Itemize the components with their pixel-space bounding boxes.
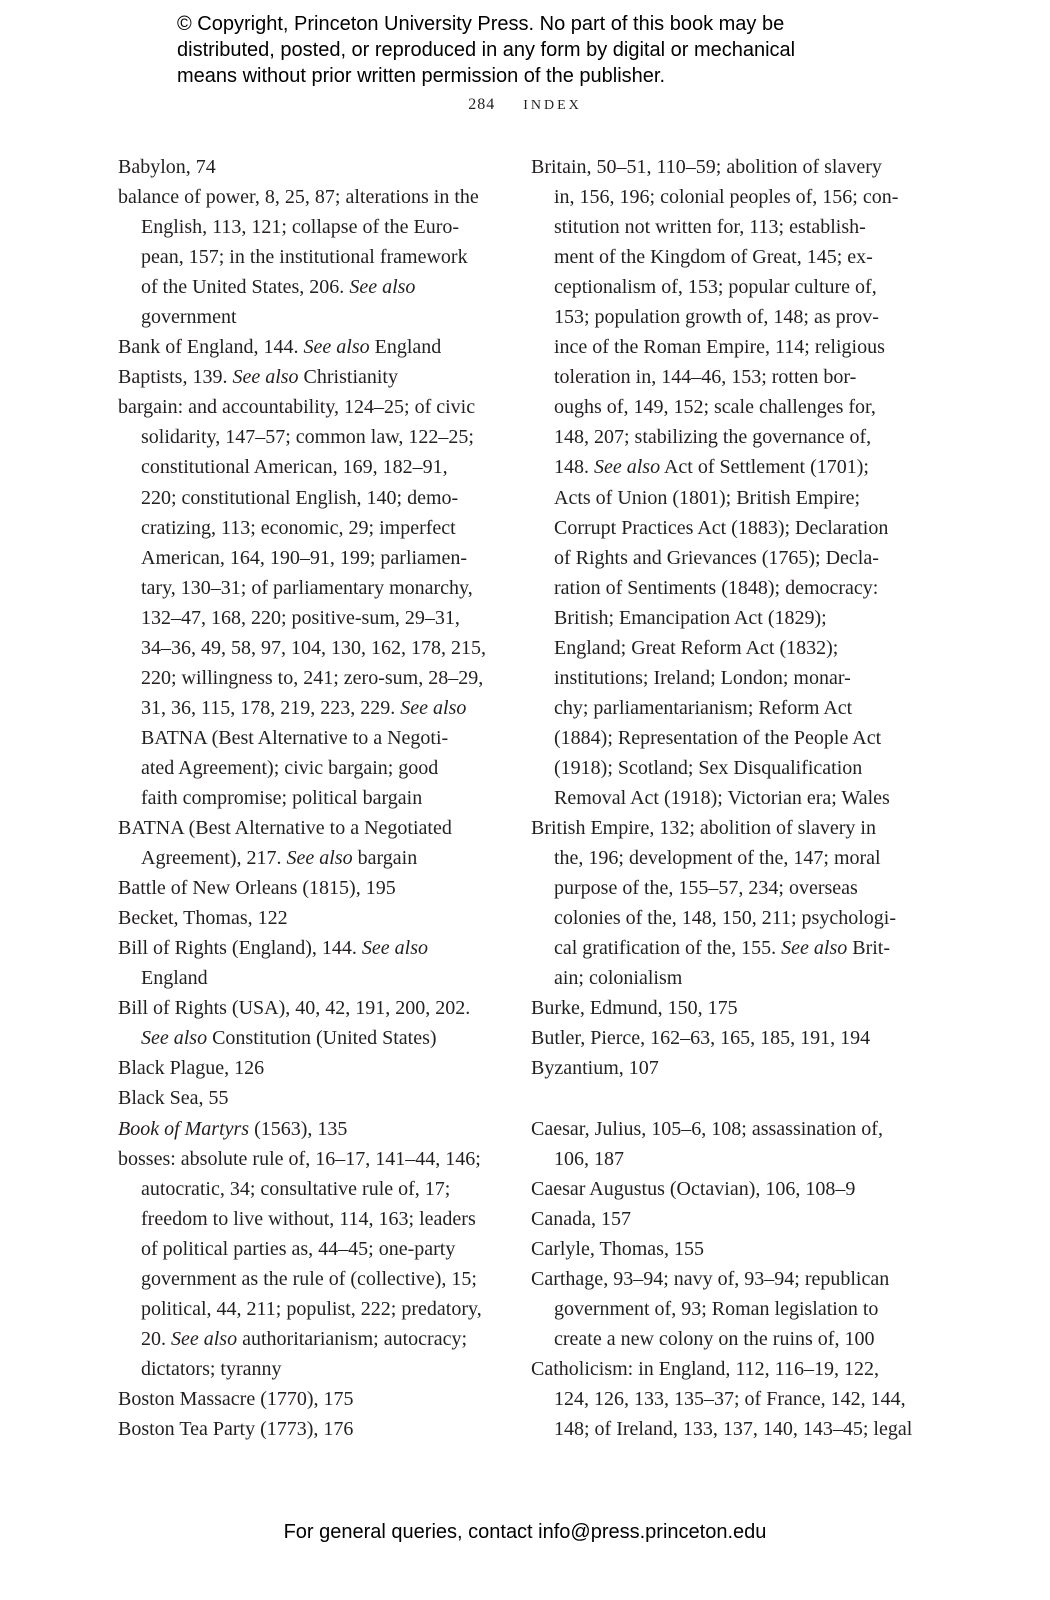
entry-text: toleration in, 144–46, 153; rotten bor-	[554, 366, 857, 389]
entry-text: 148, 207; stabilizing the governance of,	[554, 426, 872, 449]
entry-continuation-line	[531, 1324, 912, 1354]
entry-heading-line	[118, 362, 486, 392]
entry-continuation-line	[118, 1294, 486, 1324]
entry-continuation-line	[531, 543, 912, 573]
entry-text: Agreement), 217.	[141, 847, 287, 870]
entry-text: bosses: absolute rule of, 16–17, 141–44, 146;	[118, 1147, 481, 1170]
index-entry	[531, 993, 912, 1023]
entry-continuation-line	[118, 422, 486, 452]
footer-contact: For general queries, contact info@press.princeton.edu	[283, 1521, 767, 1543]
entry-text: purpose of the, 155–57, 234; overseas	[554, 877, 858, 900]
entry-text: 153; population growth of, 148; as prov-	[554, 306, 879, 329]
index-entry	[531, 1114, 912, 1174]
entry-continuation-line	[118, 723, 486, 753]
entry-text: Corrupt Practices Act (1883); Declaration	[554, 516, 889, 539]
copyright-line: distributed, posted, or reproduced in any form by digital or mechanical	[177, 39, 796, 61]
entry-heading-line	[531, 1023, 912, 1053]
entry-text: (1563), 135	[249, 1117, 348, 1140]
entry-heading-line	[531, 813, 912, 843]
entry-heading-line	[118, 873, 486, 903]
entry-text: Boston Tea Party (1773), 176	[118, 1417, 354, 1440]
entry-heading-line	[118, 1144, 486, 1174]
page-number: 284	[468, 96, 496, 113]
entry-continuation-line	[531, 963, 912, 993]
copyright-notice	[177, 11, 795, 89]
entry-continuation-line	[531, 753, 912, 783]
entry-text: bargain: and accountability, 124–25; of civic	[118, 396, 476, 419]
entry-continuation-line	[118, 963, 486, 993]
entry-continuation-line	[531, 422, 912, 452]
entry-text: Black Plague, 126	[118, 1057, 265, 1080]
entry-heading-line	[531, 1174, 912, 1204]
entry-text: 148.	[554, 456, 594, 479]
entry-continuation-line	[531, 603, 912, 633]
entry-text: Act of Settlement (1701);	[660, 456, 869, 479]
entry-text: government of, 93; Roman legislation to	[554, 1297, 879, 1320]
entry-continuation-line	[531, 903, 912, 933]
entry-continuation-line	[531, 573, 912, 603]
entry-text: American, 164, 190–91, 199; parliamen-	[141, 546, 468, 569]
entry-text: freedom to live without, 114, 163; leaders	[141, 1207, 476, 1230]
entry-text: stitution not written for, 113; establish-	[554, 216, 866, 239]
entry-heading-line	[531, 1354, 912, 1384]
entry-text: BATNA (Best Alternative to a Negoti-	[141, 726, 449, 749]
entry-text: cratizing, 113; economic, 29; imperfect	[141, 516, 456, 539]
entry-text: England	[141, 967, 208, 990]
index-entry	[531, 1264, 912, 1354]
entry-text: (1884); Representation of the People Act	[554, 726, 882, 749]
entry-heading-line	[118, 1384, 486, 1414]
entry-text: Butler, Pierce, 162–63, 165, 185, 191, 194	[531, 1027, 871, 1050]
entry-heading-line	[118, 813, 486, 843]
italic-text: See also	[781, 937, 848, 960]
entry-continuation-line	[118, 1023, 486, 1053]
entry-continuation-line	[531, 302, 912, 332]
italic-text: See also	[171, 1327, 238, 1350]
entry-continuation-line	[118, 633, 486, 663]
entry-heading-line	[118, 182, 486, 212]
entry-text: 124, 126, 133, 135–37; of France, 142, 144,	[554, 1387, 906, 1410]
entry-text: solidarity, 147–57; common law, 122–25;	[141, 426, 474, 449]
index-entry	[118, 1414, 486, 1444]
entry-text: Baptists, 139.	[118, 366, 233, 389]
entry-continuation-line	[118, 272, 486, 302]
italic-text: See also	[400, 696, 467, 719]
entry-text: tary, 130–31; of parliamentary monarchy,	[141, 576, 473, 599]
entry-heading-line	[118, 903, 486, 933]
entry-continuation-line	[118, 573, 486, 603]
entry-continuation-line	[118, 1234, 486, 1264]
entry-text: 34–36, 49, 58, 97, 104, 130, 162, 178, 215,	[141, 636, 486, 659]
entry-continuation-line	[118, 783, 486, 813]
entry-text: Bill of Rights (England), 144.	[118, 937, 362, 960]
entry-text: chy; parliamentarianism; Reform Act	[554, 696, 853, 719]
index-entry	[531, 1053, 912, 1083]
entry-continuation-line	[118, 1354, 486, 1384]
entry-text: Carthage, 93–94; navy of, 93–94; republican	[531, 1267, 890, 1290]
entry-continuation-line	[118, 483, 486, 513]
entry-continuation-line	[531, 272, 912, 302]
entry-heading-line	[531, 993, 912, 1023]
italic-text: See also	[286, 847, 353, 870]
entry-text: autocratic, 34; consultative rule of, 17;	[141, 1177, 451, 1200]
entry-text: 132–47, 168, 220; positive-sum, 29–31,	[141, 606, 460, 629]
entry-text: 106, 187	[554, 1147, 624, 1170]
entry-text: Battle of New Orleans (1815), 195	[118, 877, 396, 900]
entry-text: Caesar, Julius, 105–6, 108; assassination of,	[531, 1117, 883, 1140]
entry-continuation-line	[531, 783, 912, 813]
entry-text: ince of the Roman Empire, 114; religious	[554, 336, 885, 359]
index-entry	[118, 1114, 486, 1144]
entry-text: 31, 36, 115, 178, 219, 223, 229.	[141, 696, 401, 719]
entry-heading-line	[531, 152, 912, 182]
index-entry	[118, 392, 486, 813]
entry-continuation-line	[118, 843, 486, 873]
entry-text: English, 113, 121; collapse of the Euro-	[141, 216, 460, 239]
entry-continuation-line	[118, 603, 486, 633]
entry-text: create a new colony on the ruins of, 100	[554, 1327, 875, 1350]
entry-text: balance of power, 8, 25, 87; alterations in the	[118, 186, 479, 209]
italic-text: See also	[349, 276, 416, 299]
entry-text: ated Agreement); civic bargain; good	[141, 756, 439, 779]
entry-text: Caesar Augustus (Octavian), 106, 108–9	[531, 1177, 856, 1200]
entry-text: Acts of Union (1801); British Empire;	[554, 486, 861, 509]
entry-text: ment of the Kingdom of Great, 145; ex-	[554, 246, 873, 269]
index-entry	[118, 1083, 486, 1113]
entry-continuation-line	[118, 302, 486, 332]
entry-text: England	[369, 336, 442, 359]
entry-heading-line	[118, 392, 486, 422]
index-entry	[118, 873, 486, 903]
entry-text: Brit-	[847, 937, 891, 960]
entry-text: of political parties as, 44–45; one-party	[141, 1237, 456, 1260]
entry-continuation-line	[531, 452, 912, 482]
entry-continuation-line	[531, 332, 912, 362]
italic-text: See also	[141, 1027, 208, 1050]
entry-text: oughs of, 149, 152; scale challenges for,	[554, 396, 876, 419]
entry-continuation-line	[531, 1384, 912, 1414]
index-entry	[531, 813, 912, 993]
italic-text: See also	[361, 937, 428, 960]
entry-text: (1918); Scotland; Sex Disqualification	[554, 756, 863, 779]
section-gap	[531, 1083, 912, 1113]
entry-text: faith compromise; political bargain	[141, 786, 423, 809]
entry-continuation-line	[118, 1324, 486, 1354]
entry-text: 220; willingness to, 241; zero-sum, 28–29,	[141, 666, 484, 689]
entry-text: Britain, 50–51, 110–59; abolition of slavery	[531, 156, 882, 178]
entry-continuation-line	[531, 843, 912, 873]
index-entry	[118, 362, 486, 392]
entry-text: Bill of Rights (USA), 40, 42, 191, 200, 202.	[118, 997, 471, 1020]
entry-continuation-line	[531, 1144, 912, 1174]
entry-text: Boston Massacre (1770), 175	[118, 1387, 354, 1410]
index-entry	[118, 813, 486, 873]
entry-heading-line	[118, 933, 486, 963]
entry-text: constitutional American, 169, 182–91,	[141, 456, 448, 479]
entry-text: Burke, Edmund, 150, 175	[531, 997, 738, 1020]
entry-continuation-line	[531, 873, 912, 903]
entry-heading-line	[118, 1414, 486, 1444]
index-entry	[531, 1174, 912, 1204]
entry-text: 220; constitutional English, 140; demo-	[141, 486, 459, 509]
entry-continuation-line	[531, 633, 912, 663]
entry-continuation-line	[531, 1294, 912, 1324]
entry-text: Byzantium, 107	[531, 1057, 659, 1080]
index-entry	[531, 1354, 912, 1444]
entry-continuation-line	[118, 1174, 486, 1204]
entry-text: Constitution (United States)	[207, 1027, 437, 1050]
entry-heading-line	[531, 1204, 912, 1234]
index-entry	[118, 1144, 486, 1384]
entry-text: government	[141, 306, 237, 329]
index-column-right	[531, 152, 912, 1444]
entry-text: of Rights and Grievances (1765); Decla-	[554, 546, 879, 569]
entry-text: cal gratification of the, 155.	[554, 937, 782, 960]
entry-heading-line	[531, 1114, 912, 1144]
entry-heading-line	[531, 1234, 912, 1264]
italic-text: See also	[303, 336, 370, 359]
entry-continuation-line	[531, 483, 912, 513]
entry-continuation-line	[531, 693, 912, 723]
index-column-left	[118, 152, 486, 1444]
italic-text: Book of Martyrs	[118, 1117, 250, 1140]
entry-text: British; Emancipation Act (1829);	[554, 606, 827, 629]
entry-text: Babylon, 74	[118, 156, 216, 178]
entry-text: Carlyle, Thomas, 155	[531, 1237, 704, 1260]
index-entry	[531, 1023, 912, 1053]
index-entry	[531, 1234, 912, 1264]
entry-heading-line	[118, 1053, 486, 1083]
entry-text: in, 156, 196; colonial peoples of, 156; con-	[554, 186, 899, 209]
entry-text: the, 196; development of the, 147; moral	[554, 847, 881, 870]
index-entry	[118, 1384, 486, 1414]
entry-text: Removal Act (1918); Victorian era; Wales	[554, 786, 890, 809]
entry-text: 20.	[141, 1327, 171, 1350]
entry-heading-line	[118, 1114, 486, 1144]
entry-text: colonies of the, 148, 150, 211; psychologi-	[554, 907, 896, 930]
entry-text: ration of Sentiments (1848); democracy:	[554, 576, 879, 599]
entry-text: authoritarianism; autocracy;	[237, 1327, 468, 1350]
entry-heading-line	[118, 332, 486, 362]
index-entry	[118, 332, 486, 362]
index-entry	[118, 1053, 486, 1083]
entry-continuation-line	[118, 1264, 486, 1294]
index-entry	[118, 152, 486, 182]
copyright-line: © Copyright, Princeton University Press. No part of this book may be	[177, 13, 785, 35]
running-head	[0, 96, 1050, 114]
entry-heading-line	[531, 1264, 912, 1294]
entry-continuation-line	[531, 513, 912, 543]
entry-text: Bank of England, 144.	[118, 336, 304, 359]
copyright-line: means without prior written permission of the publisher.	[177, 65, 666, 87]
running-title: INDEX	[523, 98, 582, 113]
entry-continuation-line	[118, 753, 486, 783]
entry-text: institutions; Ireland; London; monar-	[554, 666, 851, 689]
entry-continuation-line	[118, 663, 486, 693]
entry-heading-line	[531, 1053, 912, 1083]
entry-continuation-line	[118, 212, 486, 242]
entry-text: ceptionalism of, 153; popular culture of,	[554, 276, 877, 299]
entry-continuation-line	[531, 663, 912, 693]
entry-text: Canada, 157	[531, 1207, 631, 1230]
entry-text: England; Great Reform Act (1832);	[554, 636, 839, 659]
entry-text: Christianity	[298, 366, 398, 389]
index-entry	[118, 182, 486, 332]
italic-text: See also	[594, 456, 661, 479]
entry-continuation-line	[531, 242, 912, 272]
entry-continuation-line	[531, 212, 912, 242]
entry-text: 148; of Ireland, 133, 137, 140, 143–45; legal	[554, 1417, 913, 1440]
entry-text: BATNA (Best Alternative to a Negotiated	[118, 817, 452, 840]
index-entry	[118, 993, 486, 1053]
entry-text: political, 44, 211; populist, 222; predatory,	[141, 1297, 482, 1320]
entry-text: bargain	[352, 847, 418, 870]
entry-heading-line	[118, 993, 486, 1023]
entry-text: Black Sea, 55	[118, 1087, 229, 1110]
entry-text: Becket, Thomas, 122	[118, 907, 288, 930]
entry-text: government as the rule of (collective), 15;	[141, 1267, 477, 1290]
entry-text: Catholicism: in England, 112, 116–19, 122,	[531, 1357, 879, 1380]
entry-continuation-line	[118, 452, 486, 482]
entry-text: pean, 157; in the institutional framework	[141, 246, 468, 269]
entry-continuation-line	[531, 933, 912, 963]
entry-text: of the United States, 206.	[141, 276, 350, 299]
entry-text: dictators; tyranny	[141, 1357, 282, 1380]
entry-continuation-line	[118, 693, 486, 723]
entry-continuation-line	[531, 1414, 912, 1444]
entry-text: British Empire, 132; abolition of slavery in	[531, 817, 876, 840]
entry-heading-line	[118, 1083, 486, 1113]
italic-text: See also	[232, 366, 299, 389]
entry-continuation-line	[118, 242, 486, 272]
index-entry	[531, 1204, 912, 1234]
entry-continuation-line	[118, 513, 486, 543]
entry-text: ain; colonialism	[554, 967, 683, 990]
entry-continuation-line	[531, 362, 912, 392]
entry-heading-line	[118, 152, 486, 182]
entry-continuation-line	[118, 1204, 486, 1234]
index-entry	[118, 903, 486, 933]
index-entry	[118, 933, 486, 993]
entry-continuation-line	[531, 182, 912, 212]
entry-continuation-line	[531, 723, 912, 753]
entry-continuation-line	[118, 543, 486, 573]
entry-continuation-line	[531, 392, 912, 422]
index-entry	[531, 152, 912, 813]
